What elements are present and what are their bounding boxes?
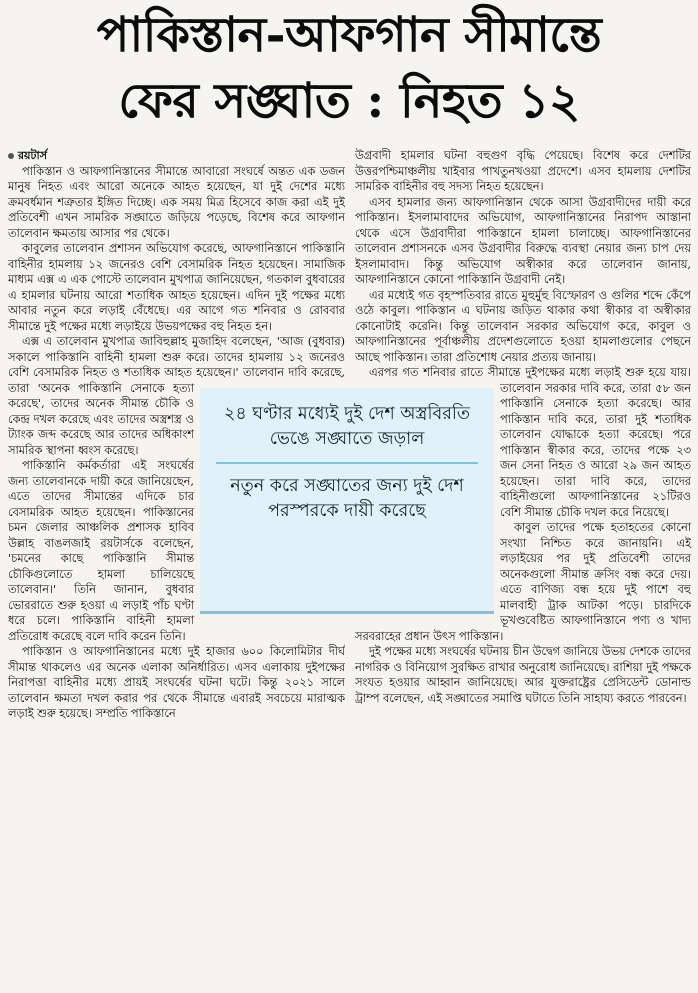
headline-line-2: ফের সঙ্ঘাত : নিহত ১২ xyxy=(118,73,580,129)
pull-quote-box xyxy=(200,388,494,614)
paragraph: এক্স এ তালেবান মুখপাত্র জাবিহুল্লাহ মুজাহিদ বলেছেন, 'আজ (বুধবার) সকালে পাকিস্তানি বাহিনী হামলা শুরু করে। তাদের হামলায় ১২ জনেরও বেশি বেসামরিক নিহত ও শতাধিক আহত হয়েছেন।' তালেবান দাবি করেছে, তারা 'অনেক পাকিস্তানি সেনাকে হত্যা করেছে', তাদের অনেক সীমান্ত চৌকি ও কেন্দ্র দখল করেছে এবং তাদের অস্ত্রশস্ত্র ও ট্যাংক জব্দ করেছে আর তাদের অধিকাংশ সামরিক স্থাপনা ধ্বংস করেছে। xyxy=(8,335,345,457)
paragraph: এরপর গত শনিবার রাতে সীমান্তে দুইপক্ষের মধ্যে লড়াই শুরু হয়ে যায়। তালেবান সরকার দাবি করে, তারা ৫৮ জন পাকিস্তানি সেনাকে হত্যা করেছে। আর পাকিস্তান দাবি করে, তারা দুই শতাধিক তালেবান যোদ্ধাকে হত্যা করেছে। পরে পাকিস্তান স্বীকার করে, তাদের পক্ষে ২৩ জন সেনা নিহত ও আরো ২৯ জন আহত হয়েছেন। তারা দাবি করে, তাদের বাহিনীগুলো আফগানিস্তানের ২১টিরও বেশি সীমান্ত চৌকি দখল করে নিয়েছে। xyxy=(369,366,691,519)
headline-line-1: পাকিস্তান-আফগান সীমান্তে xyxy=(96,7,602,63)
paragraph: পাকিস্তানি কর্মকর্তারা এই সংঘর্ষের জন্য তালেবানকে দায়ী করে জানিয়েছেন, এতে তাদের সীমান্তের এদিকে চার বেসামরিক আহত হয়েছেন। পাকিস্তানের চমন জেলার আঞ্চলিক প্রশাসক হাবিব উল্লাহ বাঙলজাই রয়টার্সকে বলেছেন, 'চমনের কাছে পাকিস্তানি সীমান্ত চৌকিগুলোতে হামলা চালিয়েছে তালেবান।' তিনি জানান, বুধবার ভোররাতে শুরু হওয়া এ লড়াই পাঁচ ঘণ্টা ধরে চলে। পাকিস্তানি বাহিনী হামলা প্রতিরোধ করেছে বলে দাবি করেন তিনি। xyxy=(8,459,194,643)
paragraph: এর মধ্যেই গত বৃহস্পতিবার রাতে মুহুর্মুহু বিস্ফোরণ ও গুলির শব্দে কেঁপে ওঠে কাবুল। পাকিস্তান এ ঘটনায় জড়িত থাকার কথা স্বীকার বা অস্বীকার কোনোটাই করেনি। কিন্তু তালেবান সরকার অভিযোগ করে, কাবুল ও আফগানিস্তানের পূর্বাঞ্চলীয় প্রদেশগুলোতে হওয়া হামলাগুলোর পেছনে আছে পাকিস্তান। তারা প্রতিশোধ নেয়ার প্রত্যয় জানায়। xyxy=(355,288,691,364)
paragraph: পাকিস্তান ও আফগানিস্তানের সীমান্তে আবারো সংঘর্ষে অন্তত এক ডজন মানুষ নিহত এবং আরো অনেকে আহত হয়েছেন, যা দুই দেশের মধ্যে ক্রমবর্ধমান শত্রুতার ইঙ্গিত দিচ্ছে। এক সময় মিত্র হিসেবে কাজ করা এই দুই প্রতিবেশী এখন সামরিক সঙ্ঘাতে জড়িয়ে পড়েছে, বিশেষ করে আফগান তালেবান ক্ষমতায় আসার পর থেকে। xyxy=(8,164,345,240)
paragraph: কাবুলের তালেবান প্রশাসন অভিযোগ করেছে, আফগানিস্তানে পাকিস্তানি বাহিনীর হামলায় ১২ জনেরও বেশি বেসামরিক নিহত হয়েছেন। সামাজিক মাধ্যম এক্স এ এক পোস্টে তালেবান মুখপাত্র জানিয়েছেন, গতকাল বুধবারের এ হামলার ঘটনায় আরো শতাধিক আহত হয়েছেন। এদিন দুই পক্ষের মধ্যে আবার নতুন করে লড়াই বেঁধেছে। এর আগে গত শনিবার ও রোববার সীমান্তে দুই পক্ষের মধ্যে লড়াইয়ে উভয়পক্ষের বহু নিহত হন। xyxy=(8,242,345,333)
bullet-icon xyxy=(8,153,14,159)
paragraph: পাকিস্তান ও আফগানিস্তানের মধ্যে দুই হাজার ৬০০ কিলোমিটার দীর্ঘ সীমান্ত থাকলেও এর অনেক এলাকা অনির্ধারিত। এসব এলাকায় দুইপক্ষের নিরাপত্তা বাহিনীর মধ্যে প্রায়ই সংঘর্ষের ঘটনা ঘটে। কিন্তু ২০২১ সালে তালেবান ক্ষমতা দখল করার পর থেকে সীমান্তে এবারই সবচেয়ে মারাত্মক লড়াই শুরু হয়েছে। সম্প্রতি পাকিস্তানে xyxy=(8,645,345,720)
pull-quote-1: ২৪ ঘণ্টার মধ্যেই দুই দেশ অস্ত্রবিরতি ভেঙে সঙ্ঘাতে জড়াল xyxy=(224,404,470,449)
byline-text: রয়টার্স xyxy=(18,149,47,162)
paragraph: দুই পক্ষের মধ্যে সংঘর্ষের ঘটনায় চীন উদ্বেগ জানিয়ে উভয় দেশকে তাদের নাগরিক ও বিনিয়োগ সুরক্ষিত রাখার অনুরোধ জানিয়েছে। রাশিয়া দুই পক্ষকে সংযত হওয়ার আহ্বান জানিয়েছে। আর যুক্তরাষ্ট্রের প্রেসিডেন্ট ডোনাল্ড ট্রাম্প বলেছেন, এই সঙ্ঘাতের সমাপ্তি ঘটাতে তিনি সাহায্য করতে পারবেন। xyxy=(355,645,691,705)
pull-quote-2: নতুন করে সঙ্ঘাতের জন্য দুই দেশ পরস্পরকে দায়ী করেছে xyxy=(230,476,464,521)
paragraph: উগ্রবাদী হামলার ঘটনা বহুগুণ বৃদ্ধি পেয়েছে। বিশেষ করে দেশটির উত্তরপশ্চিমাঞ্চলীয় খাইবার পাখতুনখওয়া প্রদেশে। এসব হামলায় দেশটির সামরিক বাহিনীর বহু সদস্য নিহত হয়েছেন। xyxy=(355,149,691,193)
byline xyxy=(8,148,345,164)
paragraph: এসব হামলার জন্য আফগানিস্তান থেকে আসা উগ্রবাদীদের দায়ী করে পাকিস্তান। ইসলামাবাদের অভিযোগ, আফগানিস্তানের নিরাপদ আস্তানা থেকে এসে উগ্রবাদীরা পাকিস্তানে হামলা চালাচ্ছে। আফগানিস্তানের তালেবান প্রশাসনকে এসব উগ্রবাদীর বিরুদ্ধে ব্যবস্থা নেয়ার জন্য চাপ দেয় ইসলামাবাদ। কিন্তু অভিযোগ অস্বীকার করে তালেবান জানায়, আফগানিস্তানে কোনো পাকিস্তানি উগ্রবাদী নেই। xyxy=(355,195,691,286)
pull-quote-divider xyxy=(216,462,478,464)
paragraph: কাবুল তাদের পক্ষে হতাহতের কোনো সংখ্যা নিশ্চিত করে জানায়নি। এই লড়াইয়ের পর দুই প্রতিবেশী তাদের অনেকগুলো সীমান্ত ক্রসিং বন্ধ করে দেয়। এতে বাণিজ্য বন্ধ হয়ে দুই পাশে বহু মালবাহী ট্রাক আটকা পড়ে। চারদিকে ভূখণ্ডবেষ্টিত আফগানিস্তানে পণ্য ও খাদ্য সরবরাহের প্রধান উৎস পাকিস্তান। xyxy=(355,521,691,643)
